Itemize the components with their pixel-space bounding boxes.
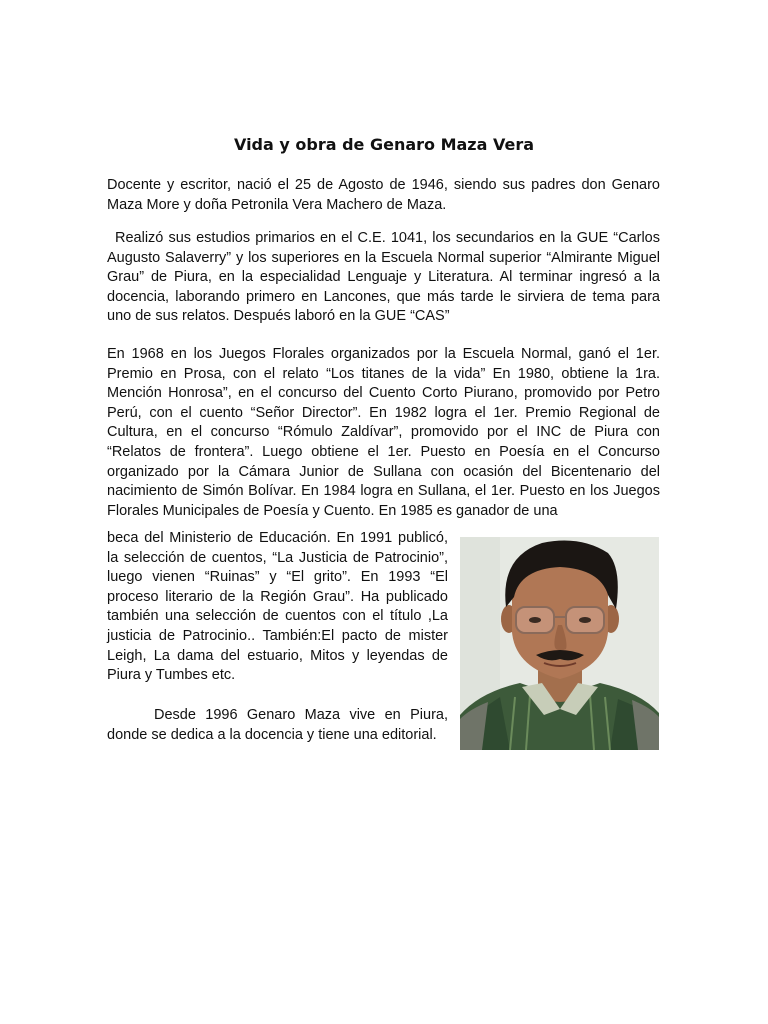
author-portrait-photo	[460, 537, 659, 750]
paragraph-residence-text: Desde 1996 Genaro Maza vive en Piura, donde se dedica a la docencia y tiene una editorial.	[107, 707, 448, 743]
paragraph-birth: Docente y escritor, nació el 25 de Agosto de 1946, siendo sus padres don Genaro Maza More y doña Petronila Vera Machero de Maza.	[107, 177, 660, 213]
paragraph-publications: beca del Ministerio de Educación. En 1991 publicó, la selección de cuentos, “La Justicia de Patrocinio”, luego vienen “Ruinas” y “El grito”. En 1993 “El proceso literario de la Región Grau”. Ha publicado también una selección de cuentos con el título ,La justicia de Patrocinio.. También:El pacto de mister Leigh, La dama del estuario, Mitos y leyendas de Piura y Tumbes etc.	[107, 530, 448, 684]
paragraph-residence	[107, 706, 448, 745]
paragraph-education	[107, 229, 660, 327]
document-title: Vida y obra de Genaro Maza Vera	[233, 135, 535, 154]
portrait-illustration	[460, 537, 659, 750]
paragraph-awards: En 1968 en los Juegos Florales organizados por la Escuela Normal, ganó el 1er. Premio en Prosa, con el relato “Los titanes de la vida” En 1980, obtiene la 1ra. Mención Honrosa”, en el concurso del Cuento Corto Piurano, promovido por Petro Perú, con el cuento “Señor Director”. En 1982 logra el 1er. Premio Regional de Cultura, en el concurso “Rómulo Zaldívar”, promovido por el INC de Piura con “Relatos de frontera”. Luego obtiene el 1er. Puesto en Poesía en el Concurso organizado por la Cámara Junior de Sullana con ocasión del Bicentenario del nacimiento de Simón Bolívar. En 1984 logra en Sullana, el 1er. Puesto en los Juegos Florales Municipales de Poesía y Cuento. En 1985 es ganador de una	[107, 346, 660, 519]
paragraph-education-text: Realizó sus estudios primarios en el C.E. 1041, los secundarios en la GUE “Carlos Augusto Salaverry” y los superiores en la Escuela Normal superior “Almirante Miguel Grau” de Piura, en la especialidad Lenguaje y Literatura. Al terminar ingresó a la docencia, laborando primero en Lancones, que más tarde le sirviera de tema para uno de sus relatos. Después laboró en la GUE “CAS”	[107, 230, 660, 325]
